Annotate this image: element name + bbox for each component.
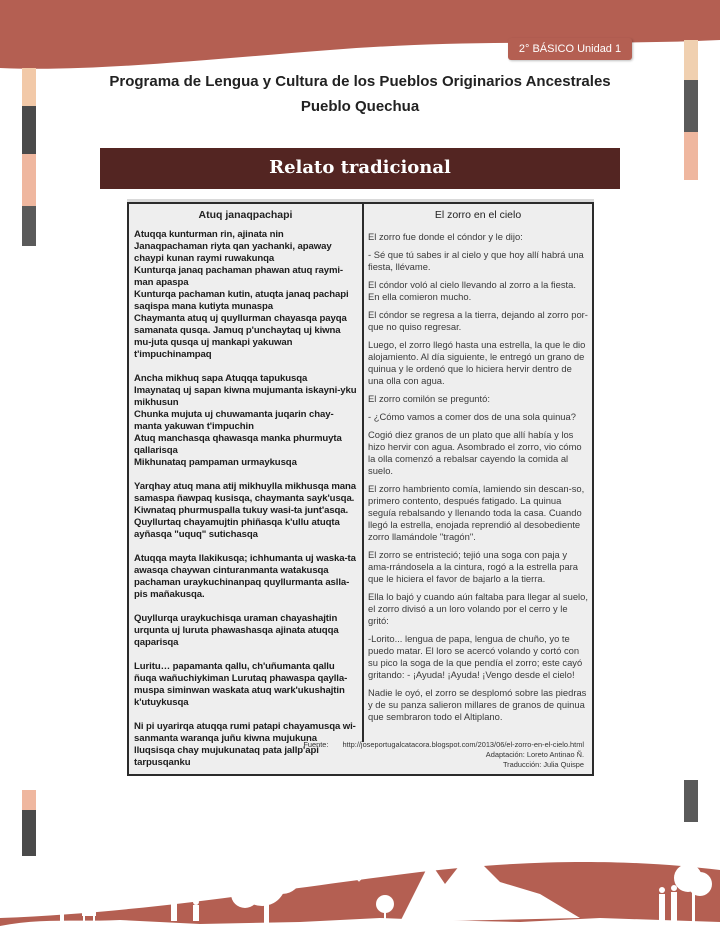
spanish-paragraph: Ella lo bajó y cuando aún faltaba para llegar al suelo, el zorro divisó a un loro volando por el cerro y le gritó:: [368, 591, 588, 626]
quechua-paragraph: Chunka mujuta uj chuwamanta juqarin chay-manta yakuwan t'impuchin: [134, 409, 334, 432]
quechua-paragraph: Ni pi uyarirqa atuqqa rumi patapi chayamusqa wi-sanmanta waranqa juñu kiwna mujukuna lluqsisqa chay mujukunataq pata jallp'api tarpusqanku: [134, 721, 356, 768]
spanish-paragraph: - Sé que tú sabes ir al cielo y que hoy allí habrá una fiesta, llévame.: [368, 249, 584, 272]
quechua-paragraph: Mikhunataq pampaman urmaykusqa: [134, 457, 297, 468]
quechua-paragraph: Kunturqa pachaman kutin, atuqta janaq pachapi saqispa mana kutiyta munaspa: [134, 289, 349, 312]
spanish-paragraph: El cóndor se regresa a la tierra, dejando al zorro por-que no quiso regresar.: [368, 309, 588, 332]
spanish-paragraph: El zorro se entristeció; tejió una soga con paja y ama-rrándosela a la cintura, rogó a la estrella para que le hiciera el favor de bajarlo a la tierra.: [368, 549, 579, 584]
spanish-paragraph: - ¿Cómo vamos a comer dos de una sola quinua?: [368, 411, 576, 422]
quechua-paragraph: Quyllurqa uraykuchisqa uraman chayashajtin urqunta uj luruta phawashasqa ajinata atuqqa qaparisqa: [134, 613, 339, 648]
translation-credit: Traducción: Julia Quispe: [502, 760, 584, 769]
spanish-paragraph: Cogió diez granos de un plato que allí había y los hizo hervir con agua. Asombrado el zorro, vio cómo la olla comenzó a rebalsar cayendo la comida al suelo.: [368, 429, 582, 476]
quechua-paragraph: Imaynataq uj sapan kiwna mujumanta iskayni-yku mikhusun: [134, 385, 357, 408]
quechua-paragraph: Yarqhay atuq mana atij mikhuylla mikhusqa mana samaspa ñawpaq kusisqa, chaymanta sayk'usqa. Kiwnataq phurmuspalla tukuy wasi-ta junt'asqa. Quyllurtaq chayamujtin phiñasqa k'ullu atuqta ayñasqa "uquq" sutichasqa: [134, 481, 356, 540]
quechua-paragraph: Chaymanta atuq uj quyllurman chayasqa payqa samanata qusqa. Jamuq p'unchaytaq uj kiwna mu-juta qusqa uj mankapi yakuwan t'impuchinampaq: [134, 313, 347, 360]
quechua-paragraph: Atuq manchasqa qhawasqa manka phurmuyta qallarisqa: [134, 433, 342, 456]
quechua-paragraph: Kunturqa janaq pachaman phawan atuq raymi-man apaspa: [134, 265, 344, 288]
quechua-paragraph: Atuqqa mayta llakikusqa; ichhumanta uj waska-ta awasqa chaywan cinturanmanta watakusqa pachaman uraykuchinanpaq quyllurmanta aslla-pis mañakusqa.: [134, 553, 356, 600]
adaptation-credit: Adaptación: Loreto Antinao Ñ.: [485, 750, 584, 759]
spanish-paragraph: El zorro comilón se preguntó:: [368, 393, 490, 404]
left-woven-border-decoration: [22, 68, 36, 246]
quechua-column: [129, 204, 362, 775]
section-banner: Relato tradicional: [100, 148, 620, 189]
spanish-paragraph: El zorro fue donde el cóndor y le dijo:: [368, 231, 523, 242]
quechua-paragraph: Luritu… papamanta qallu, ch'uñumanta qallu ñuqa wañuchiykiman Lurutaq phawaspa qaylla-muspa siminwan waskata atuq wark'ukushajtin k'utuykusqa: [134, 661, 348, 708]
footer-landscape-decoration: [0, 822, 720, 932]
spanish-paragraph: El cóndor voló al cielo llevando al zorro a la fiesta. En ella comieron mucho.: [368, 279, 576, 302]
spanish-title: El zorro en el cielo: [434, 209, 522, 221]
program-title: Programa de Lengua y Cultura de los Pueblos Originarios Ancestrales: [109, 73, 611, 90]
spanish-paragraph: El zorro hambriento comía, lamiendo sin descan-so, primero contento, después fatigado. La quinua seguía rebalsando y llenando toda la casa. Cuando llegó la estrella, enojada reprendió al desobediente zorro llamándole "tragón".: [368, 483, 585, 542]
quechua-paragraph: Janaqpachaman riyta qan yachanki, apaway chaypi kunan raymi ruwakunqa: [134, 241, 332, 264]
source-credits: [303, 740, 584, 770]
source-url: http://joseportugalcatacora.blogspot.com/2013/06/el-zorro-en-el-cielo.html: [342, 740, 584, 749]
quechua-paragraph: Atuqqa kunturman rin, ajinata nin: [134, 229, 284, 240]
right-woven-border-bottom-decoration: [684, 780, 698, 822]
unit-badge: 2° BÁSICO Unidad 1: [508, 38, 632, 60]
story-table: [127, 202, 594, 776]
spanish-paragraph: -Lorito... lengua de papa, lengua de chuño, yo te puedo matar. El loro se acercó volando y cortó con su pico la soga de la que pendía el zorro; este cayó gritando: - ¡Ayuda! ¡Ayuda! ¡Vengo desde el cielo!: [368, 633, 583, 680]
people-title: Pueblo Quechua: [300, 98, 420, 115]
quechua-title: Atuq janaqpachapi: [198, 209, 293, 221]
spanish-paragraph: Luego, el zorro llegó hasta una estrella, la que le dio alojamiento. Al día siguiente, le entregó un grano de quinua y le ordenó que lo hiciera hervir dentro de una olla con agua.: [368, 339, 586, 386]
spanish-paragraph: Nadie le oyó, el zorro se desplomó sobre las piedras y de su panza salieron millares de granos de quinua que sembraron todo el Altiplano.: [368, 687, 587, 722]
quechua-paragraph: Ancha mikhuq sapa Atuqqa tapukusqa: [134, 373, 308, 384]
source-label: Fuente:: [303, 740, 329, 749]
spanish-column: [364, 204, 592, 729]
